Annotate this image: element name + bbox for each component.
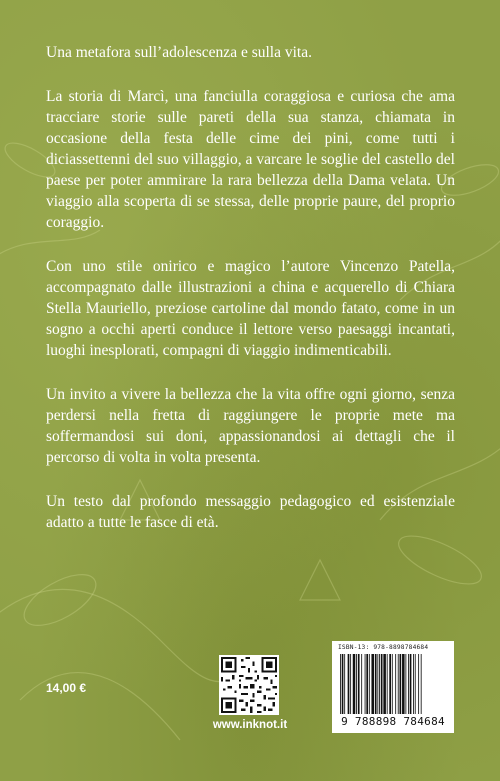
tagline-paragraph: Una metafora sull’adolescenza e sulla vita.	[46, 44, 312, 61]
story-paragraph: La storia di Marcì, una fanciulla coraggiosa e curiosa che ama tracciare storie sulle pareti della sua stanza, chiamata in occasione della festa delle cime dei pini, come tutti i diciassettenni del suo villaggio, a varcare le soglie del castello del paese per poter ammirare la rara bellezza della Dama velata. Un viaggio alla scoperta di se stessa, delle proprie paure, del proprio coraggio.	[46, 88, 455, 231]
barcode-number: 9 788898 784684	[341, 715, 445, 728]
style-paragraph: Con uno stile onirico e magico l’autore Vincenzo Patella, accompagnato dalle illustrazioni a china e acquerello di Chiara Stella Mauriello, preziose cartoline dal mondo fatato, come in un sogno a occhi aperti conduce il lettore verso paesaggi incantati, luoghi inesplorati, compagni di viaggio indimenticabili.	[46, 258, 455, 359]
barcode	[332, 641, 454, 733]
back-cover-description	[46, 42, 455, 556]
message-paragraph: Un testo dal profondo messaggio pedagogico ed esistenziale adatto a tutte le fasce di età.	[46, 493, 455, 531]
publisher-website-link[interactable]: www.inknot.it	[212, 719, 288, 731]
barcode-bars	[340, 654, 448, 714]
isbn-label: ISBN-13: 978-8898784684	[338, 644, 429, 651]
invitation-paragraph: Un invito a vivere la bellezza che la vita offre ogni giorno, senza perdersi nella fretta di raggiungere le proprie mete ma soffermandosi sui doni, appassionandosi ai dettagli che il percorso di volta in volta presenta.	[46, 386, 455, 466]
price-label: 14,00 €	[46, 681, 87, 695]
qr-code-icon[interactable]	[219, 655, 279, 715]
